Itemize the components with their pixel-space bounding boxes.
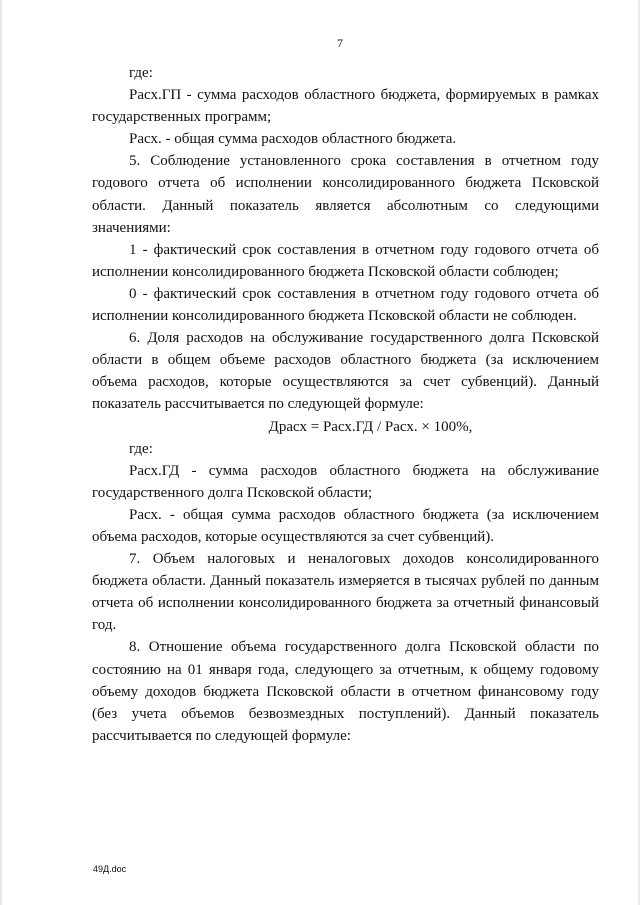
paragraph-value-0: 0 - фактический срок составления в отчетном году годового отчета об исполнении консолидированного бюджета Псковской области не соблюден. bbox=[92, 285, 599, 325]
scan-edge-left bbox=[0, 0, 2, 905]
paragraph-definition-rasx-2: Расх. - общая сумма расходов областного бюджета (за исключением объема расходов, которые осуществляются за счет субвенций). bbox=[92, 506, 599, 545]
paragraph-item-6: 6. Доля расходов на обслуживание государственного долга Псковской области в общем объеме расходов областного бюджета (за исключением объема расходов, которые осуществляются за счет субвенций). Данный показатель рассчитывается по следующей формуле: bbox=[92, 330, 599, 413]
footer-filename: 49Д.doc bbox=[93, 864, 127, 874]
formula-drasx: Драсх = Расх.ГД / Расх. × 100%, bbox=[268, 418, 473, 435]
paragraph-definition-rasx-1: Расх. - общая сумма расходов областного бюджета. bbox=[129, 131, 457, 148]
paragraph-item-5: 5. Соблюдение установленного срока составления в отчетном году годового отчета об исполнении консолидированного бюджета Псковской области. Данный показатель является абсолютным со следующими значениями: bbox=[92, 153, 599, 236]
paragraph-where-1: где: bbox=[129, 65, 153, 81]
page-number: 7 bbox=[337, 36, 343, 50]
paragraph-item-7: 7. Объем налоговых и неналоговых доходов консолидированного бюджета области. Данный показатель измеряется в тысячах рублей по данным отчета об исполнении консолидированного бюджета за отчетный финансовый год. bbox=[92, 551, 599, 634]
paragraph-definition-rasx-gd: Расх.ГД - сумма расходов областного бюджета на обслуживание государственного долга Псковской области; bbox=[92, 462, 599, 501]
paragraph-value-1: 1 - фактический срок составления в отчетном году годового отчета об исполнении консолидированного бюджета Псковской области соблюден; bbox=[92, 241, 599, 280]
document-body bbox=[92, 62, 599, 747]
paragraph-definition-rasx-gp: Расх.ГП - сумма расходов областного бюджета, формируемых в рамках государственных программ; bbox=[92, 87, 599, 126]
paragraph-where-2: где: bbox=[129, 440, 153, 457]
paragraph-item-8: 8. Отношение объема государственного долга Псковской области по состоянию на 01 января года, следующего за отчетным, к общему годовому объему доходов бюджета Псковской области в отчетном финансовому году (без учета объемов безвозмездных поступлений). Данный показатель рассчитывается по следующей формуле: bbox=[92, 639, 599, 744]
